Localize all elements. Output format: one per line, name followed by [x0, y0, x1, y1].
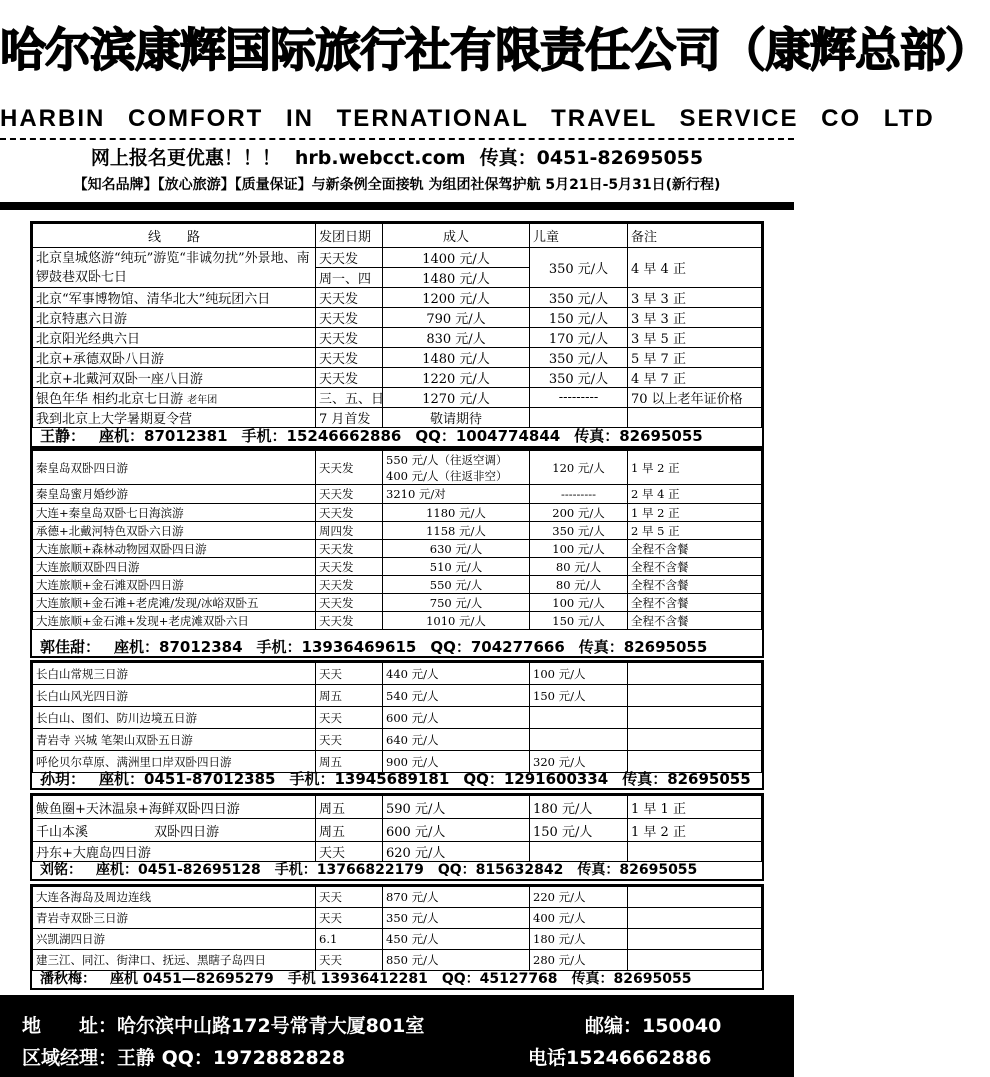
date-cell: 周五: [316, 751, 383, 773]
note-cell: 全程不含餐: [628, 594, 762, 612]
changbaishan-table: [32, 662, 762, 773]
adult-price: 790 元/人: [383, 308, 530, 328]
promo-text: 网上报名更优惠！！！: [90, 147, 281, 169]
adult-price: 620 元/人: [383, 842, 530, 862]
date-cell: 周五: [316, 685, 383, 707]
child-price: 150 元/人: [530, 685, 628, 707]
date-cell: 天天发: [316, 288, 383, 308]
table-row: [33, 576, 762, 594]
footer-phone: 电话15246662886: [528, 1047, 712, 1069]
table-row: [33, 558, 762, 576]
adult-price: 830 元/人: [383, 328, 530, 348]
note-cell: 1 早 2 正: [628, 451, 762, 485]
note-cell: [628, 663, 762, 685]
note-cell: [628, 908, 762, 929]
table-row: [33, 929, 762, 950]
contact-guojiatian: [32, 636, 762, 658]
contact-mobile: 手机：13936469615: [256, 638, 417, 656]
note-cell: 1 早 2 正: [628, 819, 762, 842]
route-cell: 北京阳光经典六日: [33, 328, 316, 348]
route-cell: 大连旅顺+金石滩+发现+老虎滩双卧六日: [33, 612, 316, 630]
company-title-english: HARBIN COMFORT IN TERNATIONAL TRAVEL SERVICE CO LTD: [0, 105, 935, 132]
route-cell: 秦皇岛蜜月婚纱游: [33, 485, 316, 504]
adult-price: 870 元/人: [383, 887, 530, 908]
adult-price: 640 元/人: [383, 729, 530, 751]
date-cell: 天天: [316, 950, 383, 971]
address-label: 地 址：: [22, 1015, 118, 1037]
date-cell: 天天发: [316, 594, 383, 612]
table-row: [33, 729, 762, 751]
date-cell: 天天发: [316, 348, 383, 368]
adult-price: 550 元/人: [383, 576, 530, 594]
adult-price: 450 元/人: [383, 929, 530, 950]
footer-postcode: 邮编：150040: [585, 1015, 722, 1037]
route-cell: 北京+承德双卧八日游: [33, 348, 316, 368]
date-cell: 天天发: [316, 451, 383, 485]
route-cell: 北京“军事博物馆、清华北大”纯玩团六日: [33, 288, 316, 308]
fax-number: 传真：0451-82695055: [479, 147, 704, 169]
date-cell: 周五: [316, 796, 383, 819]
adult-price: 510 元/人: [383, 558, 530, 576]
route-cell: 秦皇岛双卧四日游: [33, 451, 316, 485]
note-cell: 3 早 5 正: [628, 328, 762, 348]
child-price: 150 元/人: [530, 308, 628, 328]
date-cell: 天天: [316, 707, 383, 729]
contact-mobile: 手机：15246662886: [241, 427, 402, 445]
date-cell: 周五: [316, 819, 383, 842]
adult-price: 540 元/人: [383, 685, 530, 707]
child-price: 80 元/人: [530, 576, 628, 594]
adult-price: 1180 元/人: [383, 504, 530, 522]
table-row: [33, 796, 762, 819]
child-price: 150 元/人: [530, 612, 628, 630]
note-cell: 5 早 7 正: [628, 348, 762, 368]
contact-name: 郭佳甜：: [40, 638, 101, 656]
date-cell: 天天: [316, 887, 383, 908]
contact-name: 孙玥：: [40, 770, 86, 788]
route-cell: 鲅鱼圈+天沐温泉+海鲜双卧四日游: [33, 796, 316, 819]
note-cell: [628, 685, 762, 707]
footer-bar: [0, 995, 794, 1077]
date-cell: 周四发: [316, 522, 383, 540]
route-cell: 建三江、同江、街津口、抚远、黑瞎子岛四日: [33, 950, 316, 971]
contact-qq: QQ：1291600334: [463, 770, 609, 788]
table-row: [33, 348, 762, 368]
adult-price: 750 元/人: [383, 594, 530, 612]
contact-mobile: 手机：13766822179: [274, 862, 424, 878]
route-cell: 大连旅顺+金石滩+老虎滩/发现/冰峪双卧五: [33, 594, 316, 612]
liaoning-table: [32, 795, 762, 862]
date-cell: 6.1: [316, 929, 383, 950]
date-cell: 天天: [316, 663, 383, 685]
note-cell: 4 早 7 正: [628, 368, 762, 388]
route-cell: 长白山风光四日游: [33, 685, 316, 707]
note-cell: 70 以上老年证价格: [628, 388, 762, 408]
slogan: 【知名品牌】【放心旅游】【质量保证】与新条例全面接轨 为组团社保驾护航 5月21日-5月31日(新行程): [73, 177, 721, 193]
adult-price: 1480 元/人: [383, 348, 530, 368]
contact-name: 刘铭：: [40, 862, 82, 878]
child-price: 150 元/人: [530, 819, 628, 842]
route-cell: 长白山常规三日游: [33, 663, 316, 685]
islands-table: [32, 886, 762, 971]
adult-price: 590 元/人: [383, 796, 530, 819]
table-row: [33, 522, 762, 540]
adult-price: 600 元/人: [383, 707, 530, 729]
route-cell: 北京特惠六日游: [33, 308, 316, 328]
route-cell: 承德+北戴河特色双卧六日游: [33, 522, 316, 540]
date-cell: 天天发: [316, 504, 383, 522]
contact-qq: QQ：704277666: [430, 638, 565, 656]
contact-name: 潘秋梅：: [40, 971, 96, 987]
child-price: 350 元/人: [530, 368, 628, 388]
contact-qq: QQ：815632842: [437, 862, 564, 878]
child-price: 100 元/人: [530, 594, 628, 612]
note-cell: 全程不含餐: [628, 576, 762, 594]
note-cell: 2 早 4 正: [628, 485, 762, 504]
adult-price: 440 元/人: [383, 663, 530, 685]
route-cell: 兴凯湖四日游: [33, 929, 316, 950]
date-cell: 天天发: [316, 328, 383, 348]
contact-liuming: [32, 859, 762, 881]
date-cell: 天天: [316, 842, 383, 862]
table-row: [33, 908, 762, 929]
table-row: [33, 707, 762, 729]
contact-phone: 座机：87012384: [114, 638, 243, 656]
child-price: 220 元/人: [530, 887, 628, 908]
thick-divider: [0, 202, 794, 210]
adult-price: 1010 元/人: [383, 612, 530, 630]
contact-mobile: 手机：13945689181: [289, 770, 450, 788]
date-cell: 7 月首发: [316, 408, 383, 428]
child-price: 180 元/人: [530, 929, 628, 950]
adult-price: 1270 元/人: [383, 388, 530, 408]
note-cell: 2 早 5 正: [628, 522, 762, 540]
table-row: [33, 612, 762, 630]
route-cell: 大连各海岛及周边连线: [33, 887, 316, 908]
contact-fax: 传真：82695055: [574, 427, 703, 445]
contact-phone: 座机：87012381: [99, 427, 228, 445]
route-text: 银色年华 相约北京七日游: [36, 392, 184, 407]
adult-price: 敬请期待: [383, 408, 530, 428]
note-cell: 全程不含餐: [628, 540, 762, 558]
dashed-divider: [0, 138, 794, 140]
route-cell: 大连旅顺双卧四日游: [33, 558, 316, 576]
header-adult: 成人: [383, 224, 530, 248]
table-row: [33, 451, 762, 485]
child-price: 350 元/人: [530, 348, 628, 368]
date-cell: 天天发: [316, 485, 383, 504]
child-price: 200 元/人: [530, 504, 628, 522]
child-price: [530, 729, 628, 751]
date-cell: 三、五、日: [316, 388, 383, 408]
route-cell: 北京皇城悠游“纯玩”游览“非诚勿扰”外景地、南锣鼓巷双卧七日: [33, 248, 316, 288]
child-price: 280 元/人: [530, 950, 628, 971]
contact-fax: 传真：82695055: [571, 971, 692, 987]
route-tag: 老年团: [187, 395, 218, 406]
adult-price-noaircon: 400 元/人（往返非空）: [386, 468, 508, 483]
table-row: [33, 685, 762, 707]
table-row: [33, 504, 762, 522]
date-cell: 天天发: [316, 248, 383, 268]
child-price: 350 元/人: [530, 248, 628, 288]
adult-price-aircon: 550 元/人（往返空调）: [386, 452, 508, 467]
date-cell: 天天发: [316, 576, 383, 594]
route-cell: 青岩寺 兴城 笔架山双卧五日游: [33, 729, 316, 751]
adult-price: 1400 元/人: [383, 248, 530, 268]
table-header-row: [33, 224, 762, 248]
adult-price: 1158 元/人: [383, 522, 530, 540]
adult-price: 1480 元/人: [383, 268, 530, 288]
section-changbaishan: [30, 660, 764, 790]
child-price: 350 元/人: [530, 288, 628, 308]
table-row: [33, 594, 762, 612]
date-cell: 天天发: [316, 368, 383, 388]
date-cell: 天天发: [316, 558, 383, 576]
footer-address-line: [22, 1011, 424, 1038]
date-cell: 天天发: [316, 308, 383, 328]
note-cell: 全程不含餐: [628, 612, 762, 630]
note-cell: [628, 707, 762, 729]
child-price: 320 元/人: [530, 751, 628, 773]
table-row: [33, 308, 762, 328]
contact-fax: 传真：82695055: [578, 638, 708, 656]
adult-price: [383, 451, 530, 485]
table-row: [33, 485, 762, 504]
note-cell: 1 早 1 正: [628, 796, 762, 819]
table-row: [33, 288, 762, 308]
table-row: [33, 887, 762, 908]
adult-price: 630 元/人: [383, 540, 530, 558]
contact-phone: 座机：0451-82695128: [96, 862, 261, 878]
beijing-table: [32, 223, 762, 428]
child-price: 170 元/人: [530, 328, 628, 348]
adult-price: 3210 元/对: [383, 485, 530, 504]
adult-price: 850 元/人: [383, 950, 530, 971]
route-cell: 呼伦贝尔草原、满洲里口岸双卧四日游: [33, 751, 316, 773]
note-cell: 3 早 3 正: [628, 308, 762, 328]
date-cell: 天天: [316, 729, 383, 751]
table-row: [33, 248, 762, 268]
note-cell: [628, 729, 762, 751]
adult-price: 600 元/人: [383, 819, 530, 842]
adult-price: 350 元/人: [383, 908, 530, 929]
adult-price: 1220 元/人: [383, 368, 530, 388]
section-liaoning: [30, 793, 764, 881]
child-price: 100 元/人: [530, 663, 628, 685]
contact-panqiumei: [32, 968, 762, 990]
website-link[interactable]: hrb.webcct.com: [294, 147, 466, 169]
route-cell: 千山本溪 双卧四日游: [33, 819, 316, 842]
route-cell: 大连旅顺+森林动物园双卧四日游: [33, 540, 316, 558]
address-value: 哈尔滨中山路172号常青大厦801室: [117, 1015, 425, 1037]
route-cell: 我到北京上大学暑期夏令营: [33, 408, 316, 428]
child-price: 180 元/人: [530, 796, 628, 819]
company-title: 哈尔滨康辉国际旅行社有限责任公司（康辉总部）: [0, 23, 990, 77]
route-cell: 大连+秦皇岛双卧七日海滨游: [33, 504, 316, 522]
table-row: [33, 328, 762, 348]
note-cell: 全程不含餐: [628, 558, 762, 576]
child-price: [530, 707, 628, 729]
child-price: 350 元/人: [530, 522, 628, 540]
contact-phone: 座机：0451-87012385: [99, 770, 276, 788]
contact-qq: QQ：1004774844: [415, 427, 561, 445]
child-price: 400 元/人: [530, 908, 628, 929]
note-cell: 3 早 3 正: [628, 288, 762, 308]
note-cell: 4 早 4 正: [628, 248, 762, 288]
dalian-table: [32, 450, 762, 630]
date-cell: 天天: [316, 908, 383, 929]
table-row: [33, 540, 762, 558]
route-cell: 青岩寺双卧三日游: [33, 908, 316, 929]
promo-line: [0, 146, 794, 170]
contact-fax: 传真：82695055: [622, 770, 751, 788]
child-price: 120 元/人: [530, 451, 628, 485]
header-note: 备注: [628, 224, 762, 248]
adult-price: 900 元/人: [383, 751, 530, 773]
child-price: 100 元/人: [530, 540, 628, 558]
date-cell: 天天发: [316, 540, 383, 558]
note-cell: 1 早 2 正: [628, 504, 762, 522]
route-cell: 大连旅顺+金石滩双卧四日游: [33, 576, 316, 594]
section-islands-heilongjiang: [30, 884, 764, 990]
child-price: ---------: [530, 388, 628, 408]
section-beijing: [30, 221, 764, 448]
header-child: 儿童: [530, 224, 628, 248]
adult-price: 1200 元/人: [383, 288, 530, 308]
footer-manager: 区域经理：王静 QQ：1972882828: [22, 1047, 346, 1069]
contact-name: 王静：: [40, 427, 86, 445]
section-dalian-qinhuangdao: [30, 448, 764, 658]
date-cell: 周一、四: [316, 268, 383, 288]
header-date: 发团日期: [316, 224, 383, 248]
route-cell: 北京+北戴河双卧一座八日游: [33, 368, 316, 388]
table-row: [33, 819, 762, 842]
contact-mobile: 手机 13936412281: [287, 971, 428, 987]
table-row: [33, 368, 762, 388]
note-cell: [628, 929, 762, 950]
contact-qq: QQ：45127768: [441, 971, 558, 987]
route-cell: [33, 388, 316, 408]
table-row: [33, 663, 762, 685]
child-price: 80 元/人: [530, 558, 628, 576]
header-route: 线 路: [33, 224, 316, 248]
route-cell: 丹东+大鹿岛四日游: [33, 842, 316, 862]
route-cell: 长白山、图们、防川边境五日游: [33, 707, 316, 729]
date-cell: 天天发: [316, 612, 383, 630]
contact-wangjing: [32, 425, 762, 447]
contact-phone: 座机 0451—82695279: [110, 971, 274, 987]
note-cell: [628, 887, 762, 908]
child-price: ---------: [530, 485, 628, 504]
contact-sunyue: [32, 768, 762, 790]
table-row: [33, 388, 762, 408]
contact-fax: 传真：82695055: [577, 862, 698, 878]
